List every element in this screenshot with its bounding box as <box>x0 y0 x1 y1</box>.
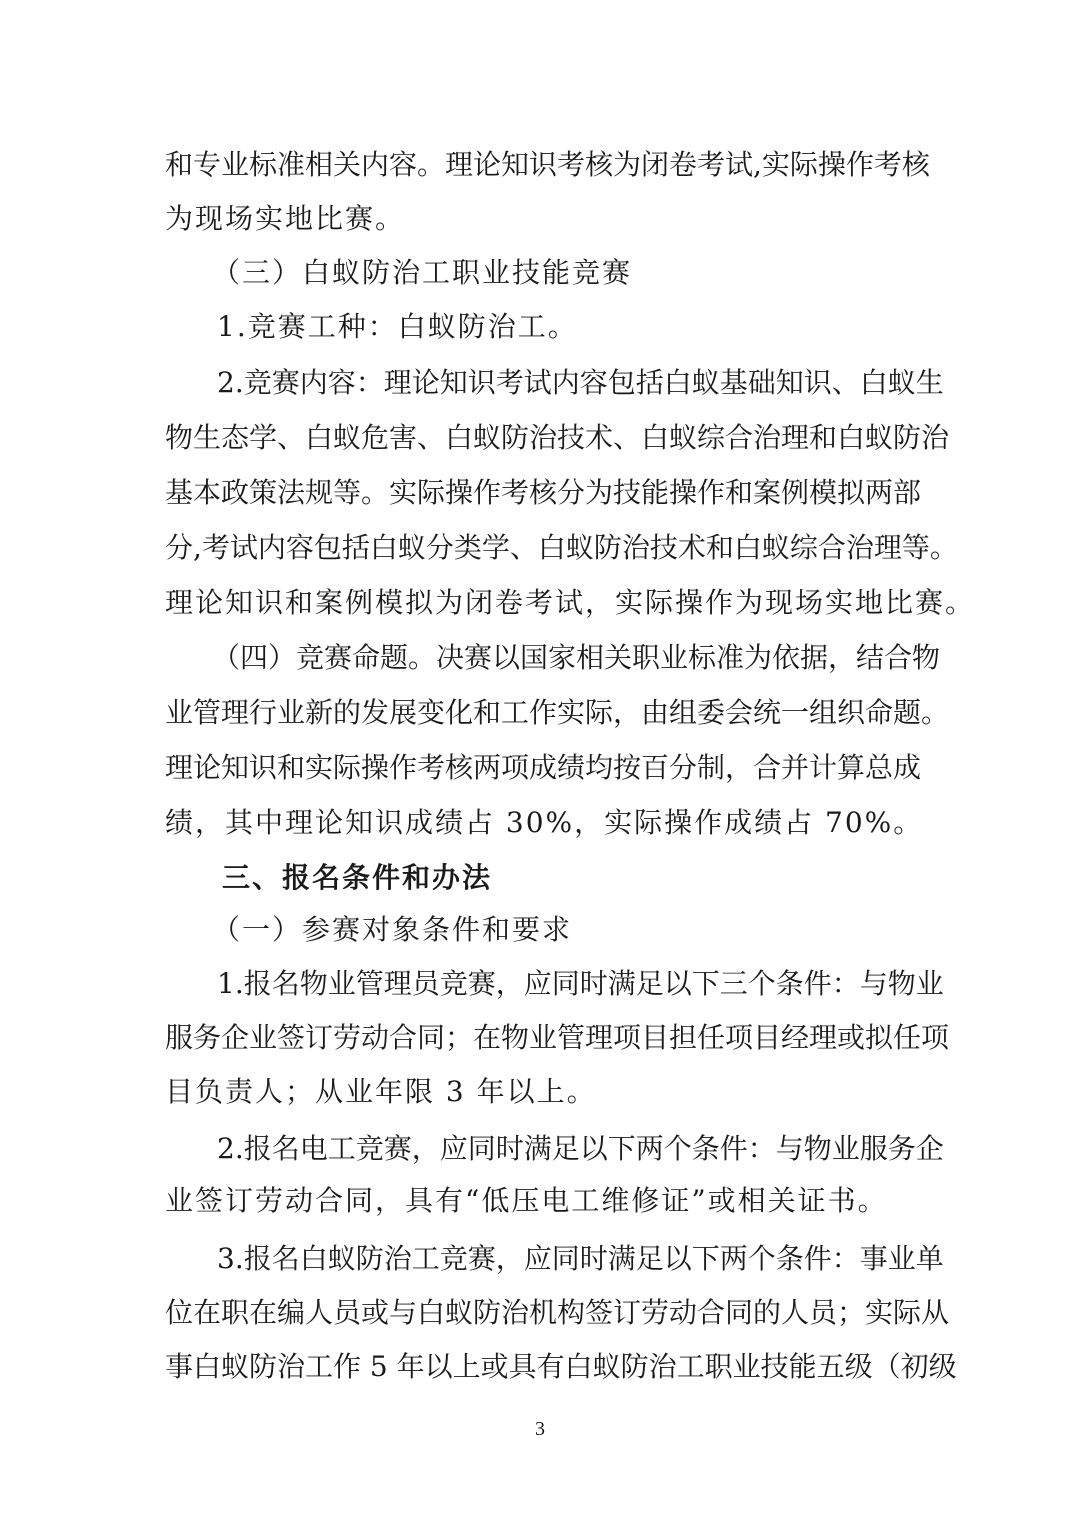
paragraph-line: 位在职在编人员或与白蚁防治机构签订劳动合同的人员；实际从 <box>165 1296 950 1329</box>
paragraph-line: 绩，其中理论知识成绩占 30%，实际操作成绩占 70%。 <box>165 806 924 839</box>
paragraph-line: 业管理行业新的发展变化和工作实际，由组委会统一组织命题。 <box>165 696 950 729</box>
paragraph-line: 2.报名电工竞赛，应同时满足以下两个条件：与物业服务企 <box>217 1132 944 1165</box>
section-heading: 三、报名条件和办法 <box>222 861 493 894</box>
paragraph-line: 为现场实地比赛。 <box>165 202 406 235</box>
paragraph-line: 3.报名白蚁防治工竞赛，应同时满足以下两个条件：事业单 <box>217 1242 944 1275</box>
paragraph-line: 服务企业签订劳动合同；在物业管理项目担任项目经理或拟任项 <box>165 1021 950 1054</box>
section-subheading: （三）白蚁防治工职业技能竞赛 <box>212 256 633 289</box>
paragraph-line: 事白蚁防治工作 5 年以上或具有白蚁防治工职业技能五级（初级 <box>165 1350 957 1383</box>
paragraph-line: 目负责人；从业年限 3 年以上。 <box>165 1075 597 1108</box>
paragraph-line: 理论知识和案例模拟为闭卷考试，实际操作为现场实地比赛。 <box>165 586 976 619</box>
paragraph-line: 业签订劳动合同，具有“低压电工维修证”或相关证书。 <box>165 1184 888 1217</box>
list-item: 1.竞赛工种：白蚁防治工。 <box>217 310 578 343</box>
paragraph-line: 2.竞赛内容：理论知识考试内容包括白蚁基础知识、白蚁生 <box>217 366 944 399</box>
paragraph-line: 理论知识和实际操作考核两项成绩均按百分制，合并计算总成 <box>165 751 922 784</box>
paragraph-line: 和专业标准相关内容。理论知识考核为闭卷考试,实际操作考核 <box>165 148 930 181</box>
paragraph-line: 分,考试内容包括白蚁分类学、白蚁防治技术和白蚁综合治理等。 <box>165 531 958 564</box>
paragraph-line: （四）竞赛命题。决赛以国家相关职业标准为依据，结合物 <box>212 641 941 674</box>
page-number: 3 <box>535 1418 545 1440</box>
section-subheading: （一）参赛对象条件和要求 <box>212 913 573 946</box>
paragraph-line: 1.报名物业管理员竞赛，应同时满足以下三个条件：与物业 <box>217 967 944 1000</box>
paragraph-line: 物生态学、白蚁危害、白蚁防治技术、白蚁综合治理和白蚁防治 <box>165 421 950 454</box>
paragraph-line: 基本政策法规等。实际操作考核分为技能操作和案例模拟两部 <box>165 476 922 509</box>
